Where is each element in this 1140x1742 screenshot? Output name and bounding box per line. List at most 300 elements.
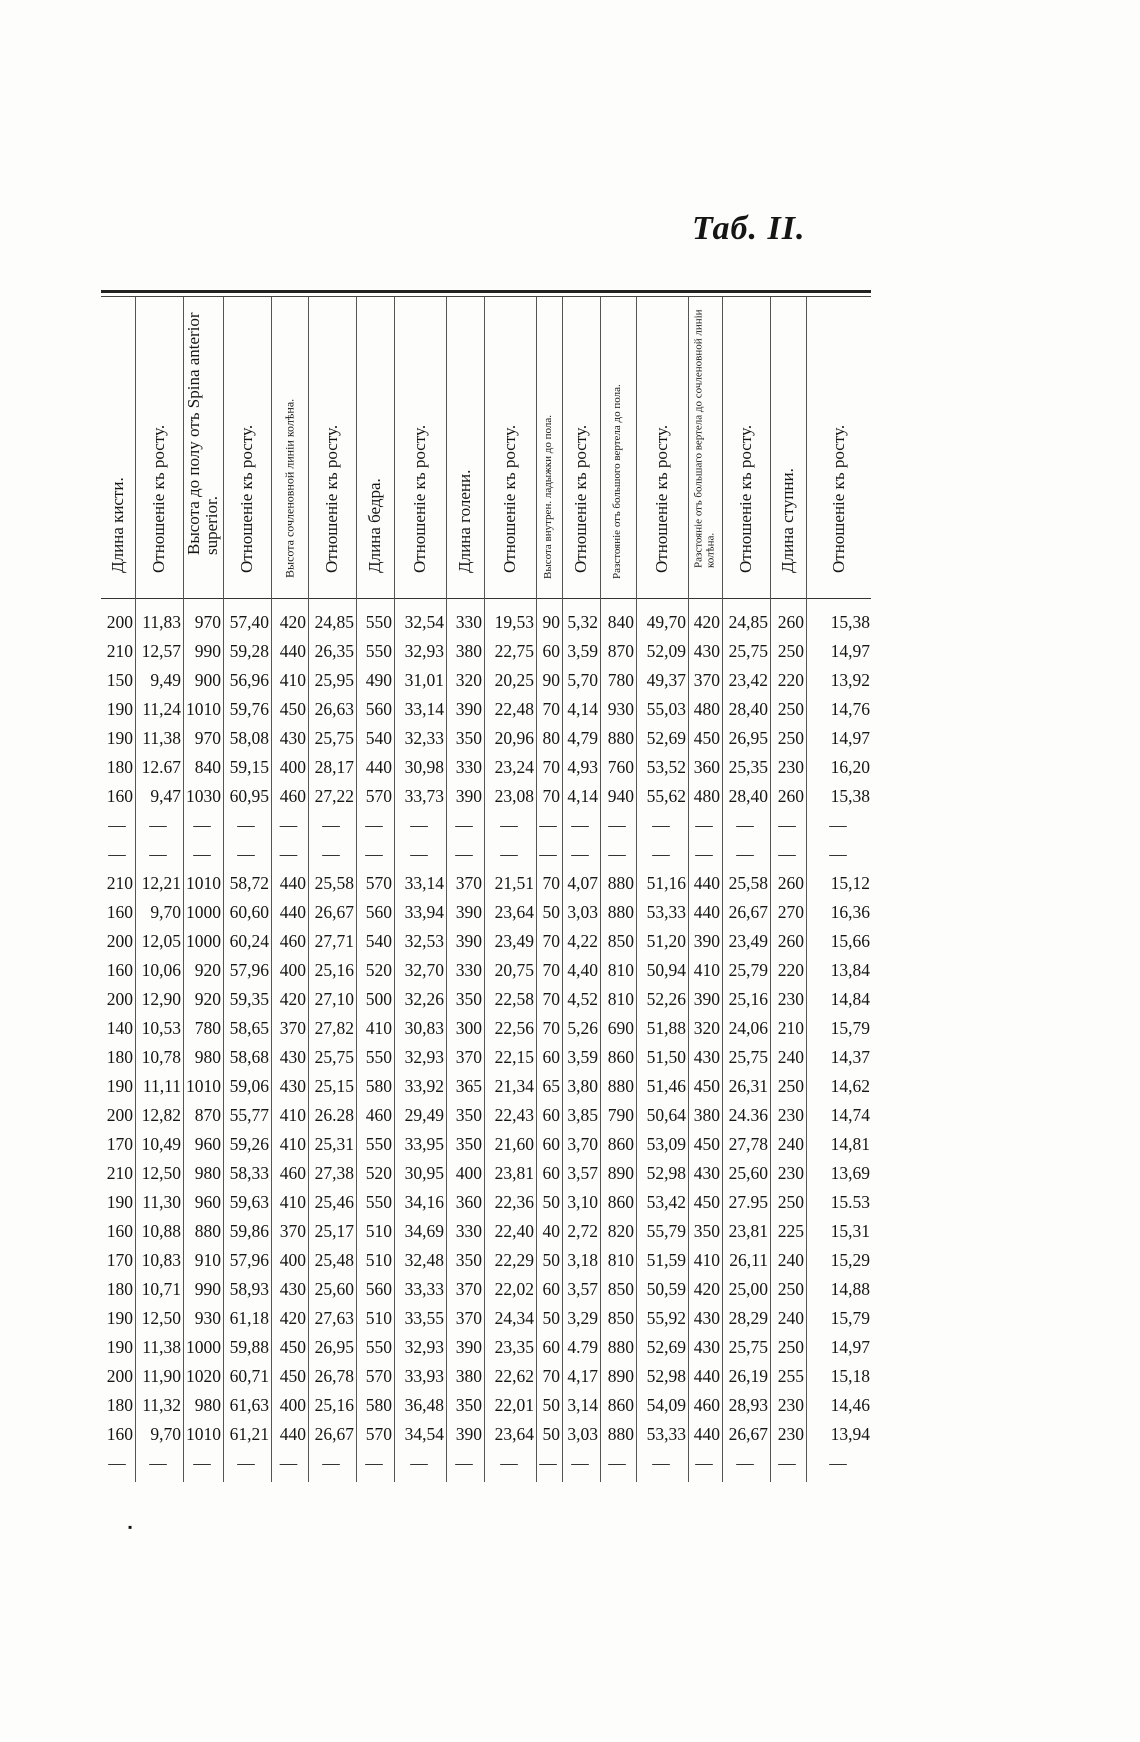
table-cell: 430 <box>693 1337 720 1357</box>
table-cell: 34,69 <box>404 1221 444 1241</box>
table-cell: 14,84 <box>830 989 870 1009</box>
table-cell: 240 <box>777 1250 804 1270</box>
table-cell: 59,76 <box>229 699 269 719</box>
table-cell: 26,67 <box>314 1424 354 1444</box>
column-header-label: Отношеніе къ росту. <box>736 425 756 574</box>
table-cell: 350 <box>455 1105 482 1125</box>
table-cell: 420 <box>693 612 720 632</box>
table-cell: 51,16 <box>646 873 686 893</box>
table-cell: 14,88 <box>830 1279 870 1299</box>
table-cell: 26,67 <box>728 902 768 922</box>
table-cell: 3,29 <box>567 1308 598 1328</box>
table-row <box>101 931 872 960</box>
table-cell: 22,48 <box>494 699 534 719</box>
table-cell: 190 <box>106 699 133 719</box>
table-cell: 23,49 <box>494 931 534 951</box>
table-cell: — <box>652 815 670 835</box>
table-cell: 760 <box>607 757 634 777</box>
column-header <box>536 297 562 597</box>
table-cell: 1010 <box>186 873 221 893</box>
table-cell: 250 <box>777 1279 804 1299</box>
table-cell: 26,35 <box>314 641 354 661</box>
table-cell: 10,49 <box>141 1134 181 1154</box>
table-cell: 25,48 <box>314 1250 354 1270</box>
table-cell: 80 <box>542 728 560 748</box>
table-cell: 880 <box>607 1076 634 1096</box>
table-cell: 5,70 <box>567 670 598 690</box>
table-cell: 23,64 <box>494 902 534 922</box>
table-cell: — <box>279 844 298 864</box>
table-cell: 4,40 <box>567 960 598 980</box>
table-cell: 15,18 <box>830 1366 870 1386</box>
table-cell: 28,93 <box>728 1395 768 1415</box>
table-cell: 25,58 <box>728 873 768 893</box>
table-cell: 3,70 <box>567 1134 598 1154</box>
table-cell: 22,58 <box>494 989 534 1009</box>
table-cell: 880 <box>194 1221 221 1241</box>
table-cell: 480 <box>693 786 720 806</box>
table-cell: 430 <box>279 1076 306 1096</box>
table-cell: 230 <box>777 1105 804 1125</box>
table-cell: 140 <box>106 1018 133 1038</box>
column-header <box>484 297 536 597</box>
table-cell: 410 <box>279 1192 306 1212</box>
table-cell: 33,33 <box>404 1279 444 1299</box>
table-cell: 580 <box>365 1076 392 1096</box>
table-cell: — <box>778 815 796 835</box>
table-cell: 36,48 <box>404 1395 444 1415</box>
column-header-label: Отношеніе къ росту. <box>410 425 430 574</box>
table-cell: 22,62 <box>494 1366 534 1386</box>
table-cell: 370 <box>455 873 482 893</box>
table-cell: 330 <box>455 757 482 777</box>
table-cell: 32,93 <box>404 1047 444 1067</box>
table-cell: 430 <box>279 1279 306 1299</box>
table-cell: 860 <box>607 1047 634 1067</box>
table-cell: 420 <box>693 1279 720 1299</box>
table-row <box>101 699 872 728</box>
table-cell: 49,37 <box>646 670 686 690</box>
table-cell: — <box>365 1453 383 1473</box>
table-cell: 190 <box>106 1192 133 1212</box>
table-cell: 13,84 <box>830 960 870 980</box>
table-cell: — <box>279 1453 298 1473</box>
table-cell: 390 <box>455 1424 482 1444</box>
table-cell: 14,97 <box>830 1337 870 1357</box>
table-cell: 52,69 <box>646 1337 686 1357</box>
table-cell: 490 <box>365 670 392 690</box>
table-cell: 25,75 <box>728 1337 768 1357</box>
table-cell: 960 <box>194 1192 221 1212</box>
table-cell: — <box>193 1453 211 1473</box>
table-cell: 70 <box>542 989 560 1009</box>
table-row <box>101 873 872 902</box>
table-cell: — <box>279 815 298 835</box>
table-cell: 33,92 <box>404 1076 444 1096</box>
table-cell: 230 <box>777 989 804 1009</box>
table-cell: 920 <box>194 960 221 980</box>
table-cell: 22,02 <box>494 1279 534 1299</box>
table-cell: 790 <box>607 1105 634 1125</box>
table-row <box>101 815 872 844</box>
table-cell: 59,63 <box>229 1192 269 1212</box>
table-cell: 210 <box>106 873 133 893</box>
table-cell: 26,19 <box>728 1366 768 1386</box>
table-cell: — <box>736 1453 754 1473</box>
table-cell: 860 <box>607 1395 634 1415</box>
table-cell: 51,46 <box>646 1076 686 1096</box>
table-cell: 60,24 <box>229 931 269 951</box>
table-cell: 26,67 <box>314 902 354 922</box>
table-cell: — <box>500 844 518 864</box>
table-cell: 370 <box>455 1308 482 1328</box>
table-cell: 430 <box>279 728 306 748</box>
table-cell: 450 <box>693 1076 720 1096</box>
table-cell: 33,14 <box>404 873 444 893</box>
table-cell: 410 <box>279 1105 306 1125</box>
table-cell: 910 <box>194 1250 221 1270</box>
table-cell: 4,14 <box>567 699 598 719</box>
table-cell: 180 <box>106 1279 133 1299</box>
table-cell: — <box>108 1453 126 1473</box>
table-cell: 410 <box>693 1250 720 1270</box>
table-cell: 25,58 <box>314 873 354 893</box>
table-cell: 25,79 <box>728 960 768 980</box>
table-row <box>101 1105 872 1134</box>
table-cell: 20,96 <box>494 728 534 748</box>
table-cell: 55,03 <box>646 699 686 719</box>
table-cell: 32,54 <box>404 612 444 632</box>
table-cell: 250 <box>777 1337 804 1357</box>
column-header <box>688 297 722 597</box>
column-header-label: Отношеніе къ росту. <box>652 425 672 574</box>
table-cell: 450 <box>279 1337 306 1357</box>
table-row <box>101 1250 872 1279</box>
table-cell: — <box>539 815 557 835</box>
table-cell: 560 <box>365 902 392 922</box>
table-cell: 22,40 <box>494 1221 534 1241</box>
table-cell: 440 <box>279 902 306 922</box>
table-cell: — <box>410 815 428 835</box>
table-cell: — <box>237 1453 255 1473</box>
table-cell: 160 <box>106 960 133 980</box>
table-cell: 14,97 <box>830 641 870 661</box>
table-cell: — <box>455 815 473 835</box>
table-cell: 90 <box>542 612 560 632</box>
table-cell: 25,16 <box>314 960 354 980</box>
table-cell: — <box>365 844 383 864</box>
table-cell: 12,90 <box>141 989 181 1009</box>
table-cell: 250 <box>777 1192 804 1212</box>
table-cell: 52,09 <box>646 641 686 661</box>
table-cell: 90 <box>542 670 560 690</box>
header-bottom-rule <box>101 598 871 599</box>
table-cell: 27,78 <box>728 1134 768 1154</box>
table-cell: 510 <box>365 1308 392 1328</box>
column-header <box>806 297 872 597</box>
table-cell: 27,63 <box>314 1308 354 1328</box>
table-row <box>101 1047 872 1076</box>
column-header <box>636 297 688 597</box>
table-cell: 56,96 <box>229 670 269 690</box>
table-cell: 9,70 <box>150 1424 181 1444</box>
table-cell: 850 <box>607 931 634 951</box>
table-cell: 430 <box>279 1047 306 1067</box>
table-cell: 430 <box>693 641 720 661</box>
table-cell: 28,17 <box>314 757 354 777</box>
table-cell: — <box>608 815 626 835</box>
table-cell: 25,95 <box>314 670 354 690</box>
table-cell: 14,37 <box>830 1047 870 1067</box>
table-cell: 15,38 <box>830 612 870 632</box>
table-cell: 390 <box>455 786 482 806</box>
table-cell: 210 <box>106 1163 133 1183</box>
table-cell: 14,81 <box>830 1134 870 1154</box>
table-cell: 14,74 <box>830 1105 870 1125</box>
table-cell: 440 <box>693 873 720 893</box>
table-cell: 11,90 <box>142 1366 181 1386</box>
table-cell: 250 <box>777 728 804 748</box>
table-cell: 25,35 <box>728 757 768 777</box>
table-cell: 380 <box>455 1366 482 1386</box>
table-cell: 390 <box>455 931 482 951</box>
column-divider <box>722 297 723 1482</box>
table-cell: 26,31 <box>728 1076 768 1096</box>
table-cell: 840 <box>607 612 634 632</box>
table-cell: 27,82 <box>314 1018 354 1038</box>
table-cell: 980 <box>194 1047 221 1067</box>
table-cell: 33,55 <box>404 1308 444 1328</box>
table-cell: — <box>365 815 383 835</box>
table-cell: 33,95 <box>404 1134 444 1154</box>
table-cell: 190 <box>106 1337 133 1357</box>
table-cell: 27,38 <box>314 1163 354 1183</box>
column-header <box>101 297 135 597</box>
table-cell: 260 <box>777 612 804 632</box>
table-cell: 32,33 <box>404 728 444 748</box>
table-cell: 370 <box>279 1221 306 1241</box>
table-cell: 50 <box>542 1424 560 1444</box>
table-cell: 28,29 <box>728 1308 768 1328</box>
table-cell: 32,53 <box>404 931 444 951</box>
table-cell: 560 <box>365 699 392 719</box>
table-cell: 28,40 <box>728 699 768 719</box>
table-cell: 12,50 <box>141 1163 181 1183</box>
table-row <box>101 757 872 786</box>
table-cell: 12,21 <box>141 873 181 893</box>
table-row <box>101 1424 872 1453</box>
table-cell: 960 <box>194 1134 221 1154</box>
table-cell: 13,94 <box>830 1424 870 1444</box>
table-cell: — <box>736 815 754 835</box>
table-cell: 4,17 <box>567 1366 598 1386</box>
table-cell: 4,07 <box>567 873 598 893</box>
table-cell: 22,56 <box>494 1018 534 1038</box>
table-cell: 240 <box>777 1308 804 1328</box>
table-cell: 920 <box>194 989 221 1009</box>
table-cell: 160 <box>106 786 133 806</box>
table-cell: 450 <box>279 699 306 719</box>
table-cell: — <box>652 844 670 864</box>
table-cell: 11,24 <box>142 699 181 719</box>
table-cell: 26,11 <box>729 1250 768 1270</box>
table-cell: 25,75 <box>314 728 354 748</box>
table-row <box>101 902 872 931</box>
table-cell: 33,93 <box>404 1366 444 1386</box>
table-cell: 60 <box>542 1279 560 1299</box>
column-divider <box>223 297 224 1482</box>
table-cell: 3,85 <box>567 1105 598 1125</box>
table-cell: 14,62 <box>830 1076 870 1096</box>
table-cell: 20,75 <box>494 960 534 980</box>
table-cell: 460 <box>365 1105 392 1125</box>
table-cell: 10,53 <box>141 1018 181 1038</box>
table-cell: 350 <box>693 1221 720 1241</box>
table-cell: 270 <box>777 902 804 922</box>
table-cell: 65 <box>542 1076 560 1096</box>
table-cell: 430 <box>693 1047 720 1067</box>
table-cell: 4.79 <box>567 1337 598 1357</box>
table-row <box>101 1395 872 1424</box>
table-cell: 990 <box>194 641 221 661</box>
table-cell: 810 <box>607 989 634 1009</box>
table-cell: 55,79 <box>646 1221 686 1241</box>
table-cell: 860 <box>607 1134 634 1154</box>
table-cell: 26.28 <box>314 1105 354 1125</box>
table-cell: 570 <box>365 786 392 806</box>
table-cell: 16,36 <box>830 902 870 922</box>
table-cell: 58,72 <box>229 873 269 893</box>
table-cell: 990 <box>194 1279 221 1299</box>
column-header-label: Отношеніе къ росту. <box>322 425 342 574</box>
table-cell: 23,81 <box>494 1163 534 1183</box>
table-cell: 27.95 <box>728 1192 768 1212</box>
table-cell: 880 <box>607 902 634 922</box>
column-header <box>446 297 484 597</box>
table-cell: 890 <box>607 1366 634 1386</box>
table-cell: 9,49 <box>150 670 181 690</box>
table-cell: 12.67 <box>141 757 181 777</box>
table-cell: 10,78 <box>141 1047 181 1067</box>
table-cell: 55,77 <box>229 1105 269 1125</box>
column-header <box>223 297 271 597</box>
table-cell: 240 <box>777 1134 804 1154</box>
table-cell: — <box>778 844 796 864</box>
table-cell: 3,57 <box>567 1279 598 1299</box>
table-row <box>101 728 872 757</box>
table-cell: 1000 <box>186 902 221 922</box>
table-row <box>101 1337 872 1366</box>
column-divider <box>183 297 184 1482</box>
table-cell: 400 <box>455 1163 482 1183</box>
table-cell: 58,93 <box>229 1279 269 1299</box>
table-cell: 19,53 <box>494 612 534 632</box>
column-header <box>394 297 446 597</box>
table-cell: 440 <box>365 757 392 777</box>
table-cell: 52,98 <box>646 1366 686 1386</box>
column-header <box>271 297 308 597</box>
table-cell: 32,70 <box>404 960 444 980</box>
table-cell: 50 <box>542 1308 560 1328</box>
table-cell: 365 <box>455 1076 482 1096</box>
table-cell: 390 <box>693 931 720 951</box>
table-cell: — <box>322 1453 340 1473</box>
column-header-label: Разстояніе отъ большаго вертела до сочленовной линіи колѣна. <box>692 309 716 568</box>
column-header <box>722 297 770 597</box>
table-cell: 14,97 <box>830 728 870 748</box>
table-cell: 440 <box>693 902 720 922</box>
table-cell: 430 <box>693 1308 720 1328</box>
table-cell: 220 <box>777 670 804 690</box>
table-cell: — <box>237 844 255 864</box>
table-row <box>101 670 872 699</box>
table-cell: 50 <box>542 1192 560 1212</box>
table-cell: — <box>455 844 473 864</box>
column-header-label: Высота внутрен. ладыжки до пола. <box>542 415 555 580</box>
table-cell: 27,22 <box>314 786 354 806</box>
table-cell: 260 <box>777 873 804 893</box>
table-cell: 10,06 <box>141 960 181 980</box>
table-cell: 12,05 <box>141 931 181 951</box>
table-cell: 70 <box>542 757 560 777</box>
table-cell: — <box>108 815 126 835</box>
table-cell: 15,79 <box>830 1018 870 1038</box>
table-cell: 50 <box>542 1250 560 1270</box>
table-cell: 210 <box>106 641 133 661</box>
table-cell: 15,31 <box>830 1221 870 1241</box>
table-cell: — <box>410 844 428 864</box>
table-row <box>101 641 872 670</box>
table-cell: 200 <box>106 1366 133 1386</box>
table-cell: 60 <box>542 1047 560 1067</box>
table-cell: 32,26 <box>404 989 444 1009</box>
table-cell: — <box>778 1453 796 1473</box>
table-row <box>101 1453 872 1482</box>
table-cell: 850 <box>607 1308 634 1328</box>
table-cell: 70 <box>542 873 560 893</box>
table-cell: 25,60 <box>728 1163 768 1183</box>
column-header-label: Высота до полу отъ Spina anterior superior. <box>184 312 221 556</box>
table-cell: 410 <box>279 670 306 690</box>
table-cell: 3,18 <box>567 1250 598 1270</box>
table-cell: 27,10 <box>314 989 354 1009</box>
table-cell: — <box>149 844 167 864</box>
table-cell: — <box>149 1453 167 1473</box>
table-cell: 580 <box>365 1395 392 1415</box>
table-cell: 15,66 <box>830 931 870 951</box>
table-cell: 11,32 <box>142 1395 181 1415</box>
table-cell: 320 <box>455 670 482 690</box>
table-cell: 25,16 <box>728 989 768 1009</box>
table-cell: 3,10 <box>567 1192 598 1212</box>
table-cell: 390 <box>455 902 482 922</box>
table-cell: 11,30 <box>142 1192 181 1212</box>
table-row <box>101 1279 872 1308</box>
table-cell: 870 <box>607 641 634 661</box>
table-cell: 200 <box>106 1105 133 1125</box>
table-cell: 3,14 <box>567 1395 598 1415</box>
column-header <box>356 297 394 597</box>
table-cell: 450 <box>693 728 720 748</box>
table-cell: 24,85 <box>728 612 768 632</box>
table-row <box>101 1163 872 1192</box>
table-cell: 24,34 <box>494 1308 534 1328</box>
table-cell: 26,78 <box>314 1366 354 1386</box>
table-cell: 880 <box>607 873 634 893</box>
table-cell: 780 <box>194 1018 221 1038</box>
column-header-label: Высота сочленовной линіи колѣна. <box>282 399 297 579</box>
table-cell: 25,16 <box>314 1395 354 1415</box>
